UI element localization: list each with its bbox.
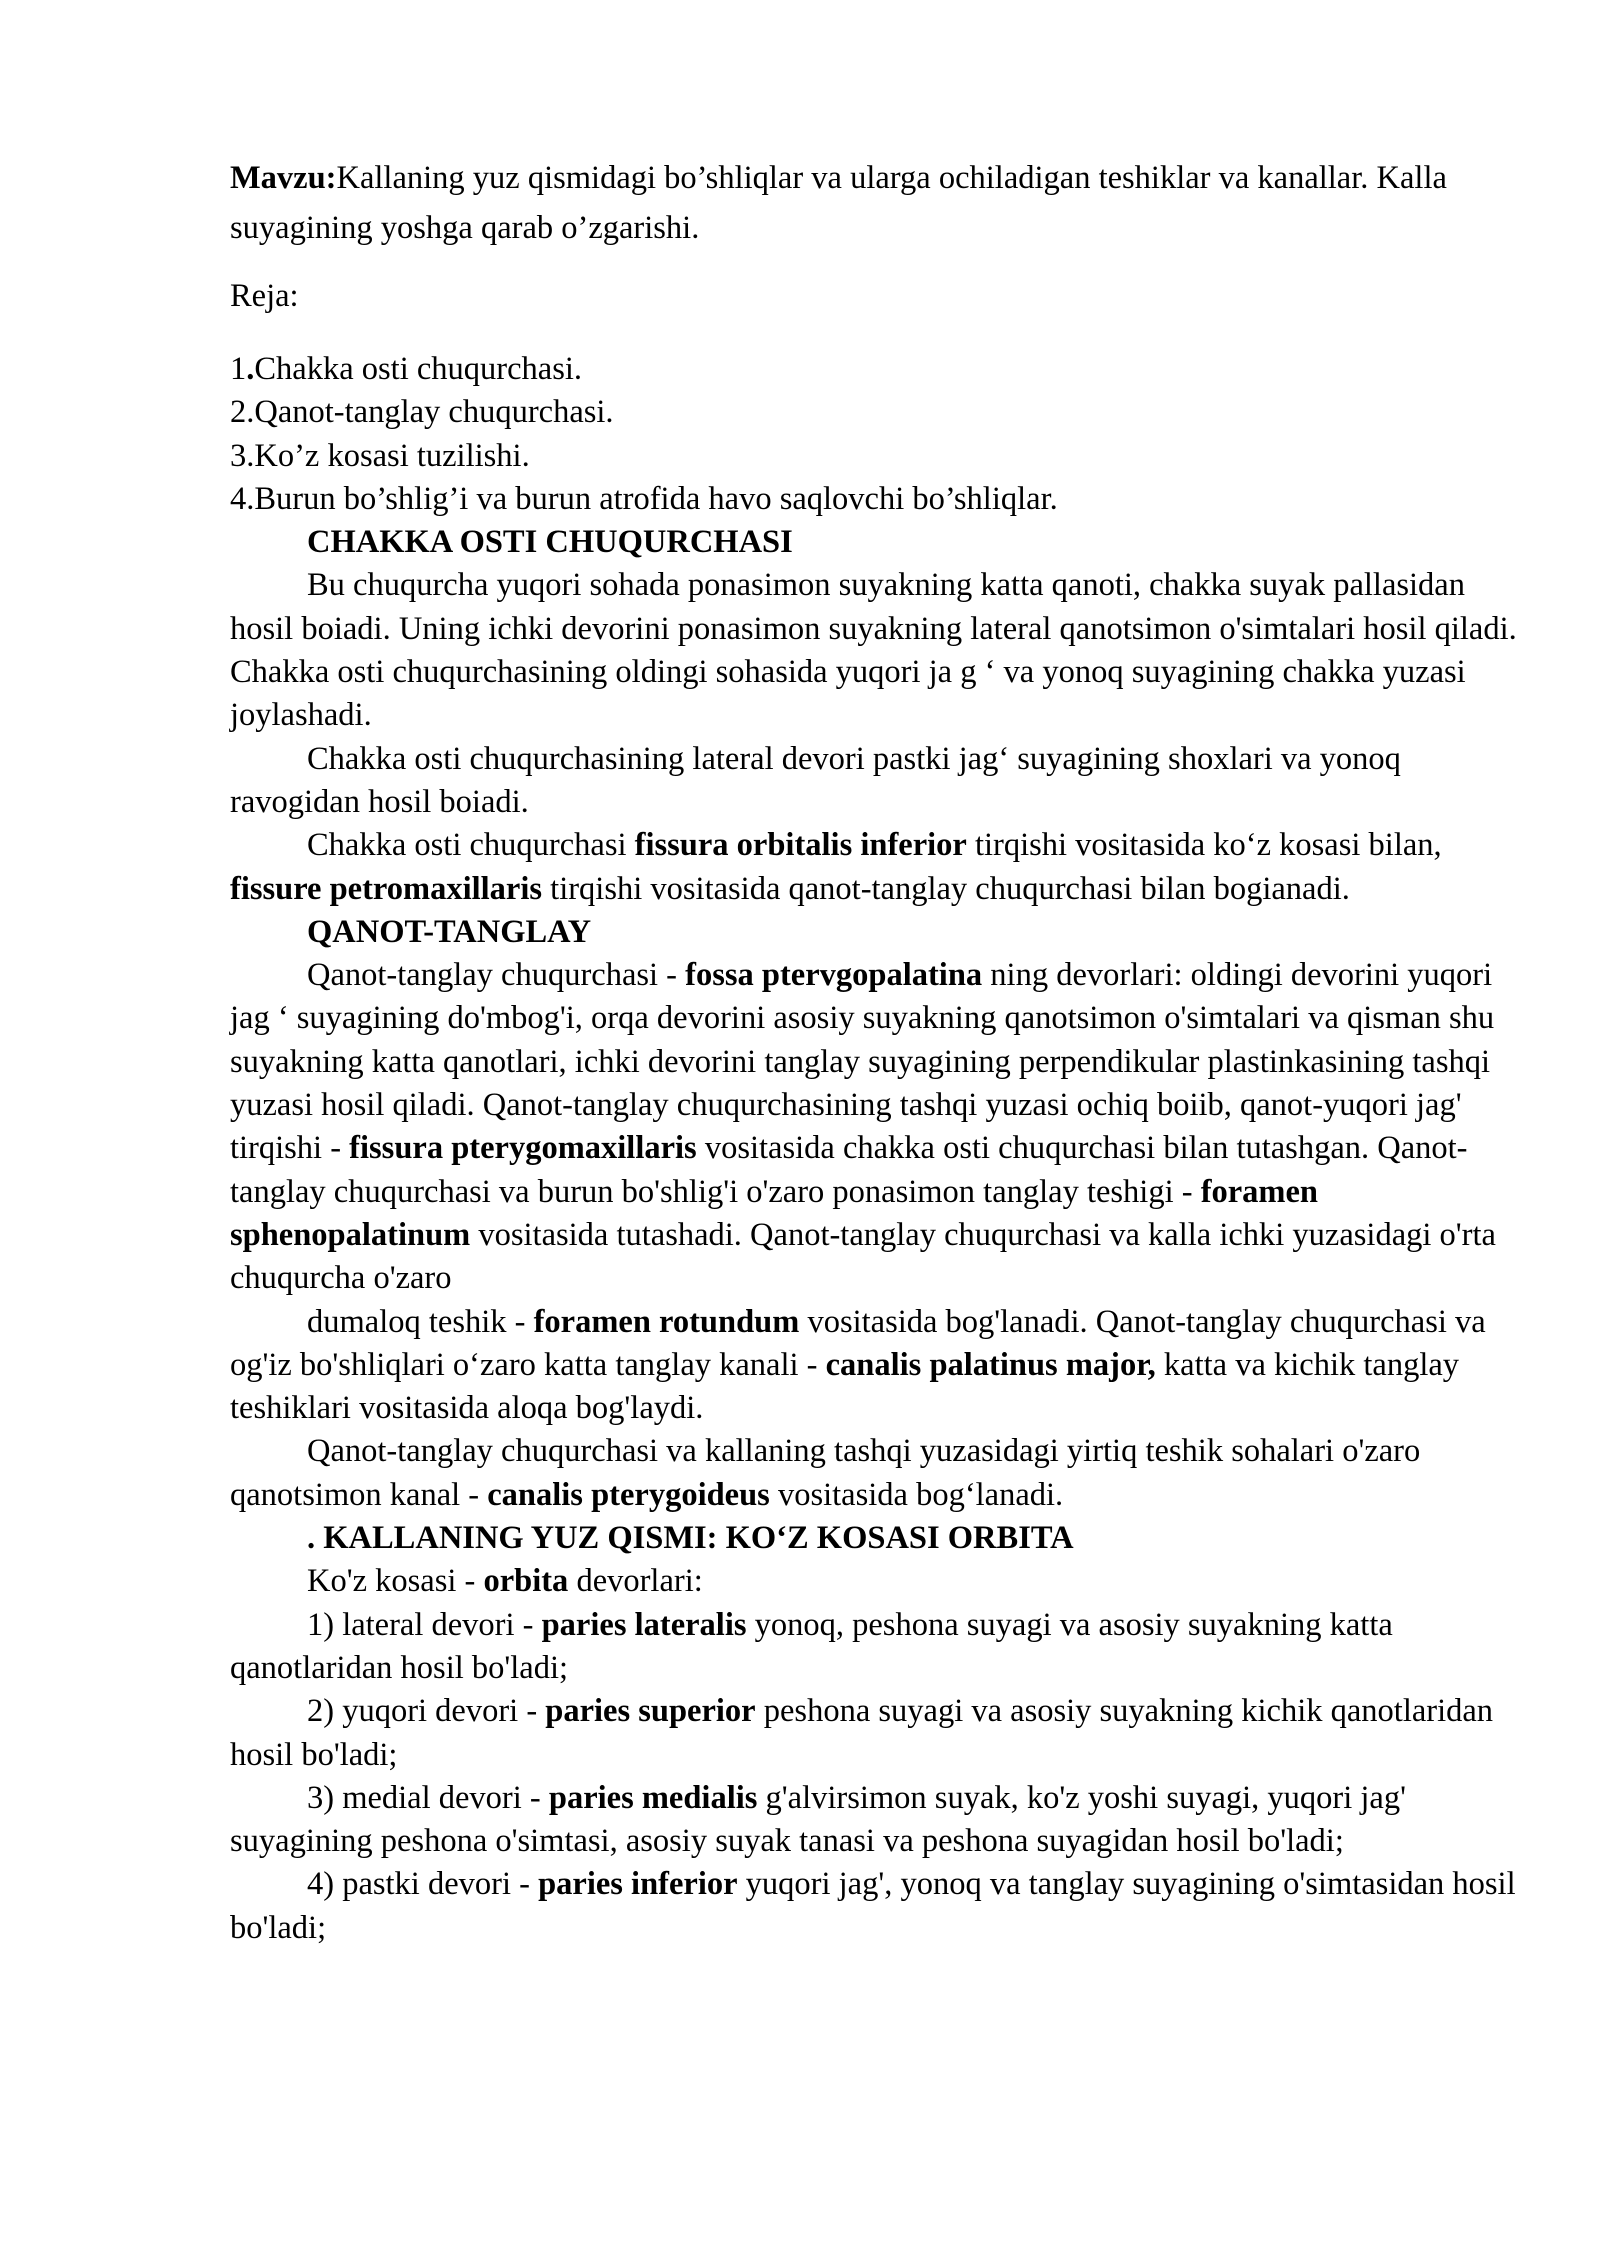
plan-item-number: 3 [230,437,247,474]
plan-item-number: 2 [230,394,247,431]
latin-term: foramen rotundum [533,1303,800,1340]
orbit-wall-item [230,1604,1520,1691]
text-run: vositasida tutashadi. Qanot-tanglay chuqurchasi va kalla ichki yuzasidagi o'rta chuqurcha o'zaro [230,1216,1496,1297]
plan-item [230,478,1520,521]
text-run: ning devorlari: oldingi devorini yuqori jag ‘ suyagining do'mbog'i, orqa devorini asosiy suyakning qanotsimon o'simtalari va qisman shu suyakning katta qanotlari, ichki devorini tanglay suyagining perpendikular plastinkasining tashqi yuzasi hosil qiladi. Qanot-tanglay chuqurchasining tashqi yuzasi ochiq boiib, qanot-yuqori jag' tirqishi - [230,957,1495,1167]
paragraph [230,954,1520,1300]
text-run: vositasida chakka osti chuqurchasi bilan tutashgan. Qanot-tanglay chuqurchasi va burun bo'shlig'i o'zaro ponasimon tanglay teshigi - [230,1130,1468,1210]
plan-item-text: Burun bo’shlig’i va burun atrofida havo saqlovchi bo’shliqlar. [254,480,1058,517]
text-run: vositasida bog'lanadi. Qanot-tanglay chuqurchasi va og'iz bo'shliqlari o‘zaro katta tanglay kanali - [230,1303,1486,1383]
plan-list [230,348,1520,521]
text-run: g'alvirsimon suyak, ko'z yoshi suyagi, yuqori jag' suyagining peshona o'simtasi, asosiy suyak tanasi va peshona suyagidan hosil bo'ladi; [230,1779,1406,1860]
paragraph [230,1430,1520,1517]
plan-item-number: 4 [230,480,247,517]
latin-term: fissura pterygomaxillaris [349,1130,697,1167]
latin-term: foramen sphenopalatinum [230,1173,1319,1253]
text-run: 4) pastki devori - [307,1866,539,1903]
text-run: yuqori jag', yonoq va tanglay suyagining o'simtasidan hosil bo'ladi; [230,1866,1516,1946]
latin-term: orbita [483,1563,569,1600]
plan-item-number: 1 [230,351,247,387]
topic-text: Kallaning yuz qismidagi bo’shliqlar va ularga ochiladigan teshiklar va kanallar. Kalla suyagining yoshga qarab o’zgarishi. [230,160,1447,246]
plan-item-separator: . [246,480,255,517]
text-run: Chakka osti chuqurchasi [307,827,635,864]
plan-item-text: Qanot-tanglay chuqurchasi. [254,394,614,431]
text-run: peshona suyagi va asosiy suyakning kichik qanotlaridan hosil bo'ladi; [230,1693,1494,1773]
section-heading-orbita: . KALLANING YUZ QISMI: KO‘Z KOSASI ORBITA [307,1520,1074,1557]
latin-term: paries superior [545,1693,756,1730]
paragraph [230,1301,1520,1431]
document-content [230,153,1520,1950]
plan-item-text: Ko’z kosasi tuzilishi. [254,437,530,474]
latin-term: fossa ptervgopalatina [685,957,983,994]
section-heading-qanot: QANOT-TANGLAY [307,913,592,950]
text-run: devorlari: [568,1563,703,1600]
text-run: dumaloq teshik - [307,1303,534,1340]
plan-item-separator: . [246,394,255,431]
text-run: Ko'z kosasi - [307,1563,484,1600]
text-run: 1) lateral devori - [307,1606,542,1643]
latin-term: canalis pterygoideus [487,1476,770,1513]
latin-term: fissura orbitalis inferior [634,827,967,864]
latin-term: paries inferior [538,1866,738,1903]
paragraph: Bu chuqurcha yuqori sohada ponasimon suyakning katta qanoti, chakka suyak pallasidan hosil boiadi. Uning ichki devorini ponasimon suyakning lateral qanotsimon o'simtalari hosil qiladi. Chakka osti chuqurchasining oldingi sohasida yuqori ja g ‘ va yonoq suyagining chakka yuzasi joylashadi. [230,567,1517,734]
plan-item [230,348,1520,391]
text-run: tirqishi vositasida qanot-tanglay chuqurchasi bilan bogianadi. [542,870,1350,907]
orbit-wall-item [230,1777,1520,1864]
paragraph [230,1560,1520,1603]
text-run: katta va kichik tanglay teshiklari vositasida aloqa bog'laydi. [230,1346,1460,1427]
text-run: Qanot-tanglay chuqurchasi - [307,957,686,994]
plan-item-text: Chakka osti chuqurchasi. [254,351,583,387]
latin-term: fissure petromaxillaris [230,870,543,907]
text-run: yonoq, peshona suyagi va asosiy suyakning katta qanotlaridan hosil bo'ladi; [230,1606,1393,1686]
latin-term: paries medialis [548,1779,758,1816]
latin-term: canalis palatinus major, [825,1346,1156,1383]
orbit-wall-item [230,1863,1520,1950]
text-run: 2) yuqori devori - [307,1693,546,1730]
plan-item-separator: . [246,351,255,387]
plan-label: Reja: [230,278,299,314]
text-run: tirqishi vositasida ko‘z kosasi bilan, [966,827,1442,864]
text-run: vositasida bog‘lanadi. [769,1476,1064,1513]
paragraph [230,824,1520,911]
topic-label: Mavzu: [230,160,337,196]
orbit-wall-item [230,1690,1520,1777]
plan-item-separator: . [246,437,255,474]
paragraph: Chakka osti chuqurchasining lateral devori pastki jag‘ suyagining shoxlari va yonoq ravogidan hosil boiadi. [230,740,1401,820]
plan-item [230,435,1520,478]
text-run: Qanot-tanglay chuqurchasi va kallaning tashqi yuzasidagi yirtiq teshik sohalari o'zaro qanotsimon kanal - [230,1433,1421,1513]
section-heading-chakka: CHAKKA OSTI CHUQURCHASI [307,524,793,561]
plan-item [230,391,1520,434]
text-run: 3) medial devori - [307,1779,549,1816]
latin-term: paries lateralis [541,1606,747,1643]
topic-title [230,153,1520,253]
